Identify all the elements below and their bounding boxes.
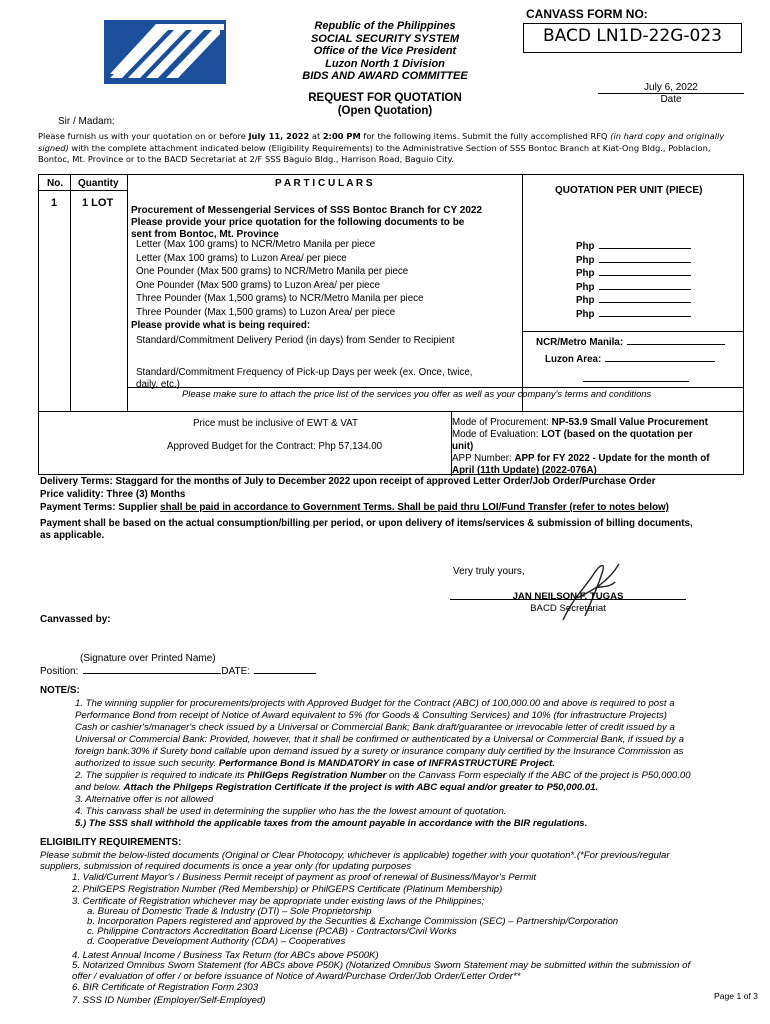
- row-quantity: 1 LOT: [82, 197, 114, 209]
- app-label: APP Number:: [452, 453, 515, 464]
- php-label: Php: [576, 241, 595, 252]
- intro-paragraph: [38, 131, 744, 166]
- organization-header: [262, 20, 508, 83]
- eligibility-intro: [40, 851, 670, 872]
- col-divider: [127, 175, 128, 411]
- signature-over-name: (Signature over Printed Name): [80, 653, 216, 664]
- deadline: July 11, 2022: [248, 131, 310, 141]
- subtitle: (Open Quotation): [337, 105, 433, 117]
- org-line: Republic of the Philippines: [314, 20, 456, 32]
- note-line: Performance Bond from receipt of Notice of Award equivalent to 5% (for Goods & Consulting Services) and 10% (for infrastructure Projects): [75, 710, 667, 721]
- intro-text-italic: (in hard copy and originally signed): [38, 131, 725, 153]
- approved-budget: Approved Budget for the Contract: Php 57,134.00: [167, 441, 383, 452]
- requirement-instruction: Please provide what is being required:: [131, 320, 311, 331]
- date-label: Date: [660, 94, 682, 105]
- luzon-field[interactable]: [545, 352, 715, 365]
- intro-text: with the complete attachment indicated below (Eligibility Requirements) to the Administrative Section of SSS Bontoc Branch at Kiat-Ong Bldg., Poblacion, Bontoc, Mt. Province or to the BACD Secretariat at 2/F SSS Baguio Bldg., Harrison Road, Baguio City.: [38, 142, 711, 165]
- position-label: Position:: [40, 666, 79, 677]
- row-divider: [522, 331, 743, 332]
- org-line: SOCIAL SECURITY SYSTEM: [310, 32, 460, 45]
- payment-basis: [40, 518, 693, 541]
- closing: Very truly yours,: [453, 566, 525, 577]
- php-price-field[interactable]: [576, 239, 691, 252]
- requirement-1: 1. Valid/Current Mayor's / Business Permit receipt of payment as proof of renewal of Business/Mayor's Permit: [72, 872, 536, 883]
- attach-pricelist-note: Please make sure to attach the price list of the services you offer as well as your company's terms and conditions: [182, 388, 652, 399]
- payment-basis-line: as applicable.: [40, 529, 105, 541]
- org-line: Luzon North 1 Division: [325, 57, 445, 70]
- canvass-number: BACD LN1D-22G-023: [543, 26, 722, 46]
- note-5: 5.) The SSS shall withhold the applicable taxes from the amount payable in accordance with the BIR regulations.: [75, 818, 588, 829]
- requirement-5-line: 5. Notarized Omnibus Sworn Statement (for ABCs above P50K) (Notarized Omnibus Sworn Statement may be submitted within the submission of: [72, 960, 691, 971]
- php-label: Php: [576, 282, 595, 293]
- note-2-bold: Attach the Philgeps Registration Certificate if the project is with ABC equal and/or greater to P50,000.01.: [123, 782, 599, 793]
- note-1: [75, 698, 745, 830]
- col-divider: [522, 175, 523, 411]
- requirement-3d: d. Cooperative Development Authority (CDA) – Cooperatives: [87, 936, 346, 947]
- requirement-3b: b. Incorporation Papers registered and approved by the Securities & Exchange Commission (SEC) – Partnership/Corporation: [87, 916, 619, 927]
- php-label: Php: [576, 309, 595, 320]
- position-field[interactable]: [40, 664, 316, 677]
- php-label: Php: [576, 255, 595, 266]
- mode-evaluation: LOT (based on the quotation per: [541, 429, 693, 440]
- org-line: BIDS AND AWARD COMMITTEE: [302, 70, 468, 82]
- col-header-quantity: Quantity: [78, 178, 119, 189]
- note-line: Universal or Commercial Bank: Provided, however, that it shall be confirmed or authenticated by a Universal or Commercial Bank, if issued by a: [75, 734, 684, 745]
- notes-heading: NOTE/S:: [40, 685, 80, 696]
- date-label-canvass: DATE:: [221, 666, 251, 677]
- eligibility-intro-line: suppliers, submission of required documents is once a year only (for updating purposes: [40, 860, 412, 872]
- note-line: foreign bank.30% if Surety bond callable upon demand issued by a surety or insurance company duly certified by the Insurance Commission as: [75, 746, 684, 757]
- mode-procurement: NP-53.9 Small Value Procurement: [551, 417, 708, 428]
- date-value: July 6, 2022: [644, 82, 698, 93]
- pickup-frequency-line: daily, etc.): [136, 379, 180, 390]
- intro-text: at: [309, 131, 323, 141]
- php-price-field[interactable]: [576, 253, 691, 266]
- payment-terms-label: Payment Terms: Supplier: [40, 502, 161, 513]
- requirement-6: 6. BIR Certificate of Registration Form 2303: [72, 982, 259, 993]
- requirement-7: 7. SSS ID Number (Employer/Self-Employed): [72, 995, 266, 1006]
- row-number: 1: [51, 197, 58, 209]
- note-bold: Performance Bond is MANDATORY in case of INFRASTRUCTURE Project.: [218, 758, 556, 769]
- title: REQUEST FOR QUOTATION: [308, 92, 462, 104]
- php-price-field[interactable]: [576, 280, 691, 293]
- mode-evaluation-cont: unit): [452, 441, 474, 452]
- payment-basis-line: Payment shall be based on the actual consumption/billing per period, or upon delivery of items/services & submission of billing documents,: [40, 518, 693, 529]
- eligibility-heading: ELIGIBILITY REQUIREMENTS:: [40, 837, 182, 848]
- intro-text: for the following items. Submit the fully accomplished RFQ: [360, 131, 611, 141]
- page-number: Page 1 of 3: [714, 991, 758, 1001]
- requirement-4: 4. Latest Annual Income / Business Tax Return (for ABCs above P500K): [72, 950, 379, 961]
- note-line: authorized to issue such security.: [75, 758, 219, 769]
- price-instruction-2: sent from Bontoc, Mt. Province: [131, 229, 279, 240]
- item-row: Three Pounder (Max 1,500 grams) to NCR/Metro Manila per piece: [136, 293, 424, 304]
- requirement-3a: a. Bureau of Domestic Trade & Industry (DTI) – Sole Proprietorship: [87, 906, 372, 917]
- note-line: Cash or cashier's/manager's check issued by a Universal or Commercial Bank; Bank draft/guarantee or irrevocable letter of credit issued by a: [75, 722, 675, 733]
- price-validity: Price validity: Three (3) Months: [40, 489, 186, 500]
- pickup-frequency-field[interactable]: [583, 381, 689, 382]
- mode-procurement-label: Mode of Procurement:: [452, 417, 552, 428]
- php-price-field[interactable]: [576, 266, 691, 279]
- mode-evaluation-label: Mode of Evaluation:: [452, 429, 542, 440]
- note-2: 2. The supplier is required to indicate its: [75, 770, 248, 781]
- signatory-name: JAN NEILSON F. TUGAS: [512, 591, 624, 602]
- app-number: APP for FY 2022 - Update for the month of: [514, 453, 710, 464]
- item-row: One Pounder (Max 500 grams) to NCR/Metro Manila per piece: [136, 266, 409, 277]
- note-3: 3. Alternative offer is not allowed: [75, 794, 214, 805]
- requirement-5-line: offer / evaluation of offer / or before issuance of Notice of Award/Purchase Order/Job Order/Letter Order**: [72, 970, 521, 982]
- note-2: and below.: [75, 782, 124, 793]
- procurement-mode-block: [452, 417, 744, 477]
- canvass-form-label: CANVASS FORM NO:: [526, 7, 648, 21]
- ncr-label: NCR/Metro Manila:: [536, 337, 624, 348]
- note-2-bold: PhilGeps Registration Number: [247, 770, 387, 781]
- document-title: [262, 92, 508, 118]
- salutation: Sir / Madam:: [58, 116, 115, 127]
- luzon-label: Luzon Area:: [545, 354, 602, 365]
- item-row: Three Pounder (Max 1,500 grams) to Luzon Area/ per piece: [136, 307, 396, 318]
- item-row: Letter (Max 100 grams) to Luzon Area/ per piece: [136, 253, 347, 264]
- php-label: Php: [576, 295, 595, 306]
- payment-terms: [40, 502, 669, 513]
- requirement-2: 2. PhilGEPS Registration Number (Red Membership) or PhilGEPS Certificate (Platinum Membership): [72, 884, 503, 895]
- php-price-field[interactable]: [576, 307, 691, 320]
- deadline-time: 2:00 PM: [322, 131, 361, 141]
- app-number-cont: April (11th Update) (2022-076A): [452, 465, 597, 476]
- signatory-position: BACD Secretariat: [530, 603, 606, 614]
- intro-text: Please furnish us with your quotation on or before: [38, 131, 249, 141]
- item-row: One Pounder (Max 500 grams) to Luzon Area/ per piece: [136, 280, 380, 291]
- payment-terms-text: shall be paid in accordance to Government Terms. Shall be paid thru LOI/Fund Transfer (refer to notes below): [160, 502, 669, 513]
- ncr-field[interactable]: [536, 335, 725, 348]
- requirement-3c: c. Philippine Contractors Accreditation Board License (PCAB) - Contractors/Civil Works: [87, 926, 457, 937]
- row-divider: [39, 190, 127, 191]
- note-4: 4. This canvass shall be used in determining the supplier who has the the lowest amount of quotation.: [75, 806, 507, 817]
- pickup-frequency-line: Standard/Commitment Frequency of Pick-up Days per week (ex. Once, twice,: [136, 367, 473, 378]
- row-divider: [39, 411, 743, 412]
- col-header-particulars: P A R T I C U L A R S: [275, 178, 373, 189]
- org-line: Office of the Vice President: [313, 45, 457, 57]
- item-row: Letter (Max 100 grams) to NCR/Metro Manila per piece: [136, 239, 376, 250]
- note-line: 1. The winning supplier for procurements/projects with Approved Budget for the Contract (ABC) of 100,000.00 and above is required to post a: [75, 698, 675, 709]
- col-header-quotation: QUOTATION PER UNIT (PIECE): [555, 185, 703, 196]
- canvassed-by-label: Canvassed by:: [40, 614, 111, 625]
- col-header-no: No.: [47, 178, 64, 189]
- note-2: on the Canvass Form especially if the ABC of the project is P50,000.00: [386, 770, 691, 781]
- col-divider: [70, 175, 71, 411]
- delivery-terms: Delivery Terms: Staggard for the months of July to December 2022 upon receipt of approved Letter Order/Job Order/Purchase Order: [40, 476, 656, 487]
- requirement-3: 3. Certificate of Registration whichever may be appropriate under existing laws of the Philippines;: [72, 896, 485, 907]
- sss-logo: [104, 20, 226, 84]
- eligibility-intro-line: Please submit the below-listed documents (Original or Clear Photocopy, whichever is applicable) together with your quotation*.(*For previous/regular: [40, 850, 670, 861]
- delivery-period-label: Standard/Commitment Delivery Period (in days) from Sender to Recipient: [136, 335, 455, 346]
- price-instruction: Please provide your price quotation for the following documents to be: [131, 217, 465, 228]
- php-label: Php: [576, 268, 595, 279]
- procurement-title: Procurement of Messengerial Services of SSS Bontoc Branch for CY 2022: [131, 205, 483, 216]
- php-price-field[interactable]: [576, 293, 691, 306]
- requirement-5: [72, 961, 690, 982]
- price-inclusive-note: Price must be inclusive of EWT & VAT: [193, 418, 358, 429]
